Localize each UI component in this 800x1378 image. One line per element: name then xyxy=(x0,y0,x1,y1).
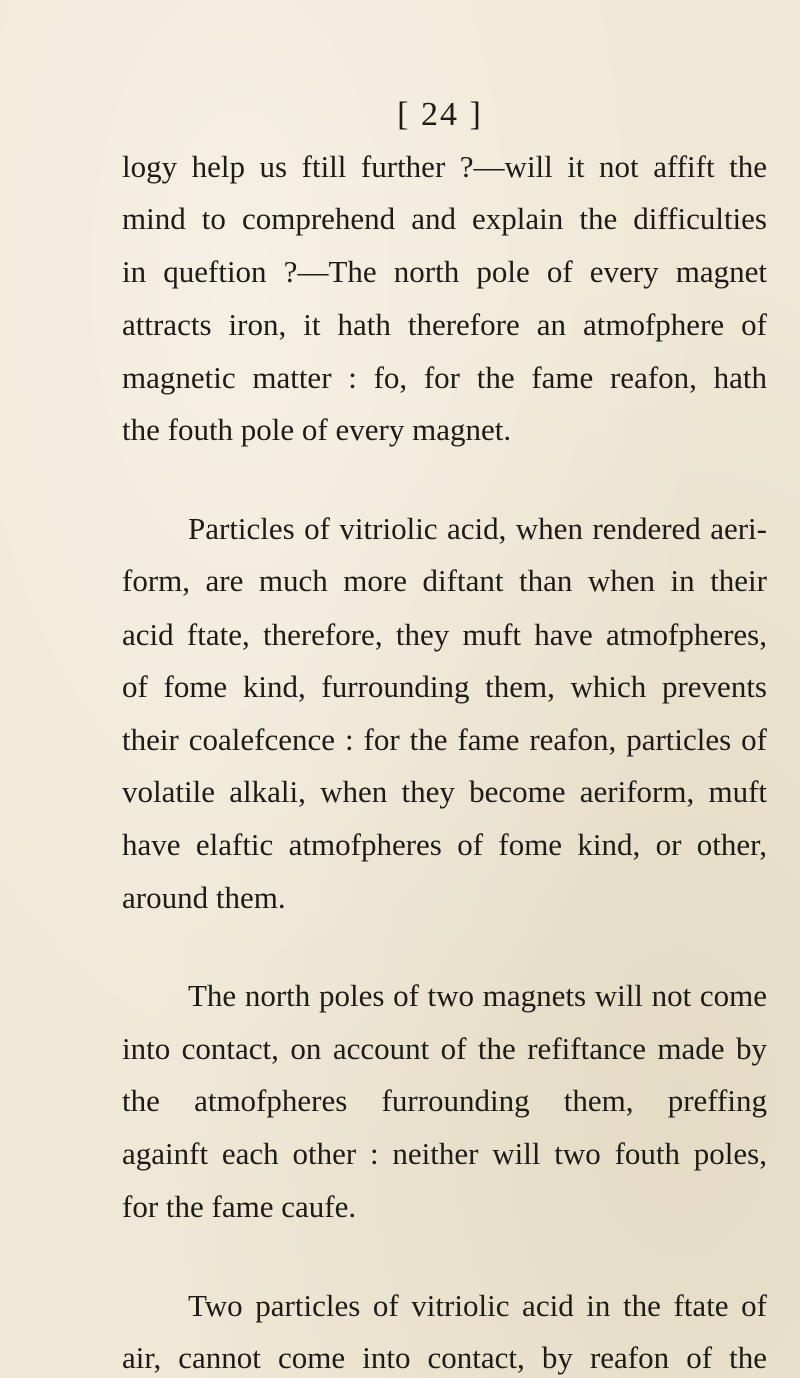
text-line: form, are much more diftant than when in their xyxy=(122,563,767,598)
text-line: in queftion ?—The north pole of every magnet xyxy=(122,254,767,289)
page-number-header: [ 24 ] xyxy=(397,96,483,133)
text-line: of fome kind, furrounding them, which prevents xyxy=(122,669,767,704)
text-line: around them. xyxy=(122,880,286,915)
text-line: their coalefcence : for the fame reafon, particles of xyxy=(122,722,767,757)
text-line: Particles of vitriolic acid, when rendered aeri- xyxy=(188,511,767,546)
text-line: volatile alkali, when they become aeriform, muft xyxy=(122,774,767,809)
text-line: attracts iron, it hath therefore an atmofphere of xyxy=(122,307,767,342)
text-line: logy help us ftill further ?—will it not affift the xyxy=(122,149,767,184)
text-line: The north poles of two magnets will not come xyxy=(188,978,767,1013)
text-line: againft each other : neither will two fouth poles, xyxy=(122,1136,767,1171)
text-line: acid ftate, therefore, they muft have atmofpheres, xyxy=(122,617,767,652)
text-line: mind to comprehend and explain the difficulties xyxy=(122,201,767,236)
text-line: the fouth pole of every magnet. xyxy=(122,412,512,447)
text-line: air, cannot come into contact, by reafon of the xyxy=(122,1340,767,1375)
text-line: into contact, on account of the refiftance made by xyxy=(122,1031,767,1066)
text-line: have elaftic atmofpheres of fome kind, or other, xyxy=(122,827,767,862)
text-line: magnetic matter : fo, for the fame reafon, hath xyxy=(122,360,767,395)
text-line: Two particles of vitriolic acid in the ftate of xyxy=(188,1288,767,1323)
text-line: for the fame caufe. xyxy=(122,1189,357,1224)
text-line: the atmofpheres furrounding them, preffing xyxy=(122,1083,767,1118)
